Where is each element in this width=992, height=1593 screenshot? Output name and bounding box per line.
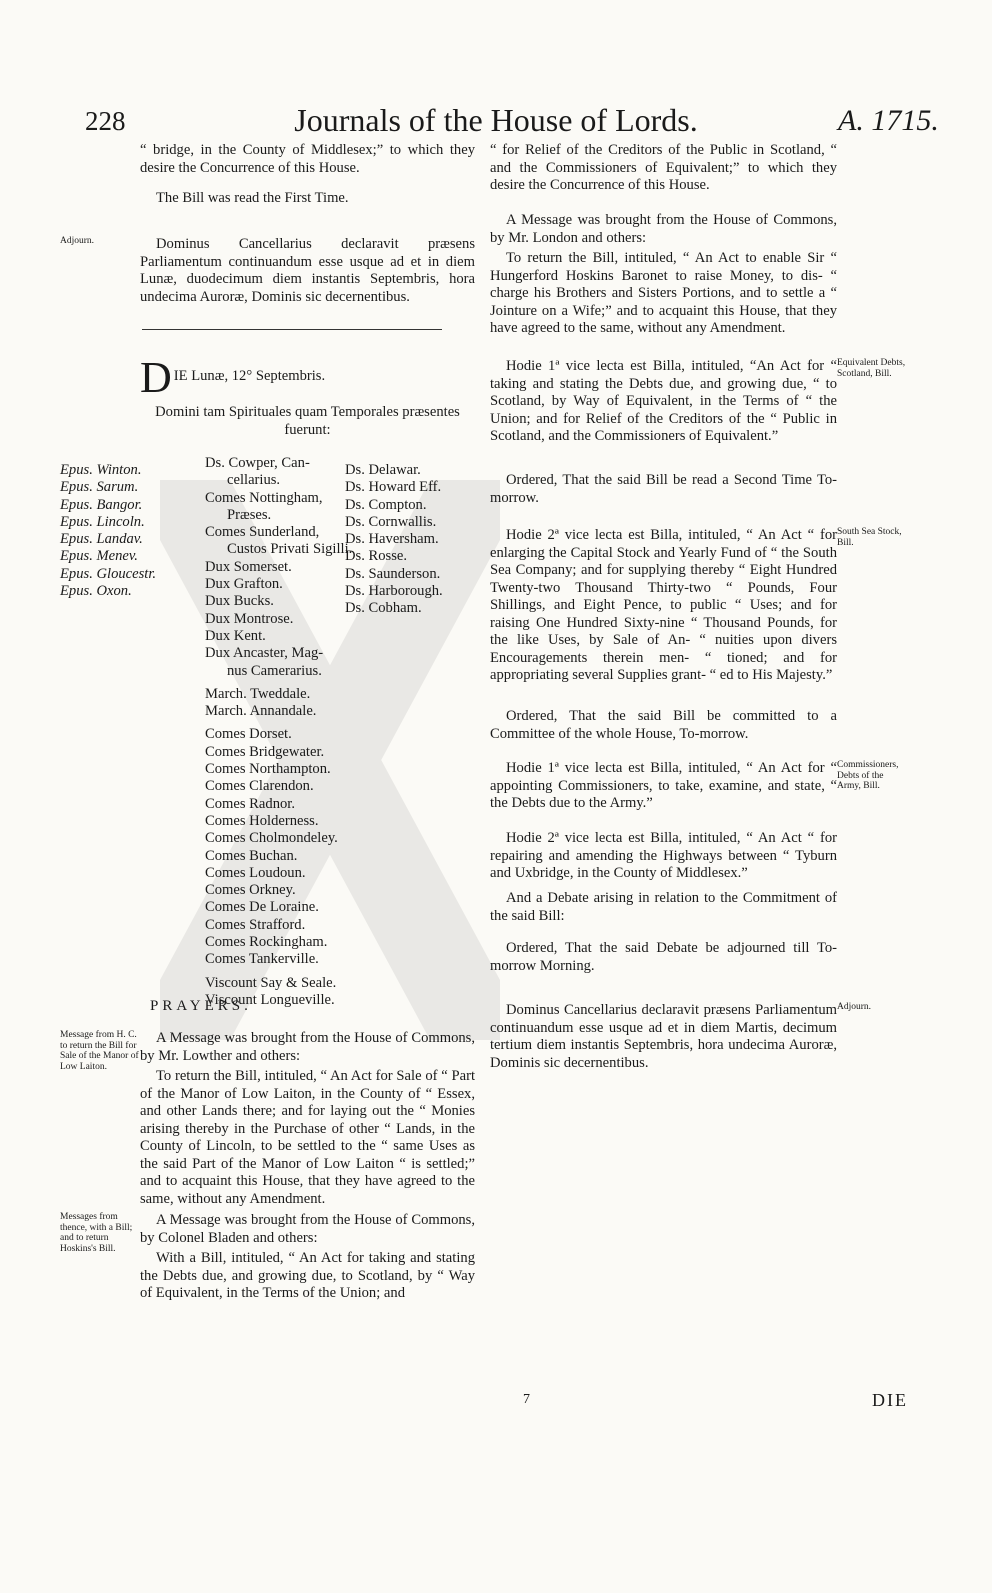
page-number: 228 xyxy=(85,106,126,136)
peer-name: Comes Sunderland, xyxy=(205,524,320,541)
adjourn2-paragraph: Dominus Cancellarius declaravit præsens Parliamentum continuandum esse usque ad et in diem Martis, decimum tertium diem instantis Septembris, hora undecima Auroræ, Dominis sic decernentibus. xyxy=(490,1002,837,1071)
message1-margin-note: Message from H. C. to return the Bill for Sale of the Manor of Low Laiton. xyxy=(60,1030,139,1072)
peer-name: Comes Bridgewater. xyxy=(205,743,325,760)
peer-name: Comes Radnor. xyxy=(205,795,295,812)
peer-name: nus Camerarius. xyxy=(227,662,322,679)
order-committee: Ordered, That the said Bill be committed to a Committee of the whole House, To-morrow. xyxy=(490,708,837,742)
peer-name: Comes Holderness. xyxy=(205,812,319,829)
message2-margin-note: Messages from thence, with a Bill; and to return Hoskins's Bill. xyxy=(60,1212,133,1254)
peer-name: Ds. Cowper, Can- xyxy=(205,455,310,471)
army-bill-reading: Hodie 1ª vice lecta est Billa, intituled, “ An Act for “ appointing Commissioners, to take, examine, and state, “ the Debts due to the Army.” xyxy=(490,760,837,811)
signature-mark: 7 xyxy=(523,1392,530,1407)
message3-body: To return the Bill, intituled, “ An Act to enable Sir “ Hungerford Hoskins Baronet to raise Money, to dis- “ charge his Brothers and Sisters Portions, and to settle a “ Jointure on a Wife;” and to acquaint this House, that they have agreed to the same, without any Amendment. xyxy=(490,250,837,336)
peer-name: Viscount Say & Seale. xyxy=(205,974,337,991)
peers-list xyxy=(205,455,352,1009)
peer-name: Dux Kent. xyxy=(205,627,266,644)
bishop-name: Epus. Lincoln. xyxy=(60,513,145,530)
peer-name: Comes Strafford. xyxy=(205,916,306,933)
attendance-heading xyxy=(140,404,475,439)
peer-name: March. Tweddale. xyxy=(205,685,311,702)
south-sea-bill-reading: Hodie 2ª vice lecta est Billa, intituled, “ An Act “ for enlarging the Capital Stock and Yearly Fund of “ the South Sea Company; and for supplying thereby “ Eight Hundred Twenty-two Thousand Thirty-two “ Pounds, Four Shillings, and Eight Pence, to public “ Uses; and for raising One Hundred Sixty-nine “ Thousand Pounds, for the like Uses, by Sale of An- “ nuities upon divers Encouragements therein men- “ tioned; and for appropriating several Supplies grant- “ ed to His Majesty.” xyxy=(490,527,837,683)
peer-name: Dux Somerset. xyxy=(205,558,292,575)
peer-name: Comes De Loraine. xyxy=(205,899,319,916)
baron-name: Ds. Saunderson. xyxy=(345,565,441,582)
baron-name: Ds. Cobham. xyxy=(345,600,422,617)
barons-list xyxy=(345,462,443,618)
baron-name: Ds. Compton. xyxy=(345,496,427,513)
adjourn-paragraph: Dominus Cancellarius declaravit præsens Parliamentum continuandum esse usque ad et in diem Lunæ, duodecimum diem instantis Septembris, hora undecima Auroræ, Dominis sic decernentibus. xyxy=(140,236,475,305)
drop-cap: D xyxy=(140,353,172,402)
prayers-heading: PRAYERS. xyxy=(150,998,252,1014)
peer-name: Comes Orkney. xyxy=(205,882,296,899)
army-margin-note: Commissioners, Debts of the Army, Bill. xyxy=(837,760,899,791)
equivalent-bill-reading: Hodie 1ª vice lecta est Billa, intituled, “An Act for “ taking and stating the Debts due, and growing due, “ to Scotland, by Way of Equivalent, in the Terms of “ the Union; and for Relief of the Creditors of the “ Public in Scotland, and the Commissioners of Equivalent.” xyxy=(490,358,837,444)
bill-end-text: “ bridge, in the County of Middlesex;” to which they desire the Concurrence of this House. xyxy=(140,142,475,176)
peer-name: Custos Privati Sigilli. xyxy=(227,541,353,558)
peer-name: March. Annandale. xyxy=(205,703,317,720)
baron-name: Ds. Howard Eff. xyxy=(345,479,442,496)
section-divider xyxy=(142,329,442,330)
bishop-name: Epus. Landav. xyxy=(60,531,143,548)
peer-name: Dux Ancaster, Mag- xyxy=(205,645,324,662)
adjourn-margin-note: Adjourn. xyxy=(60,236,95,246)
peer-name: Comes Rockingham. xyxy=(205,934,328,951)
first-reading-note: The Bill was read the First Time. xyxy=(156,190,349,206)
peer-name: Comes Cholmondeley. xyxy=(205,830,338,847)
catchword: DIE xyxy=(872,1390,908,1410)
bishop-name: Epus. Menev. xyxy=(60,548,138,565)
peer-name: Comes Dorset. xyxy=(205,726,292,743)
baron-name: Ds. Cornwallis. xyxy=(345,513,437,530)
bishop-name: Epus. Sarum. xyxy=(60,479,139,496)
left-bill-continuation xyxy=(140,142,475,177)
order-debate-adjourned: Ordered, That the said Debate be adjourned till To-morrow Morning. xyxy=(490,940,837,974)
peer-name: Dux Bucks. xyxy=(205,593,274,610)
message1-body: To return the Bill, intituled, “ An Act for Sale of “ Part of the Manor of Low Laiton, in the County of “ Essex, and other Lands there; and for laying out the “ Monies arising thereby in the Purchase of other “ Lands, in the County of Lincoln, to be settled to the “ same Uses as the said Part of the Manor of Low Laiton “ is settled;” and to acquaint this House, that they have agreed to the same, without any Amendment. xyxy=(140,1068,475,1207)
south-sea-margin-note: South Sea Stock, Bill. xyxy=(837,527,902,548)
day-heading xyxy=(140,353,475,402)
message1-intro: A Message was brought from the House of Commons, by Mr. Lowther and others: xyxy=(140,1030,475,1064)
order-second-reading: Ordered, That the said Bill be read a Second Time To-morrow. xyxy=(490,472,837,506)
baron-name: Ds. Harborough. xyxy=(345,583,443,600)
peer-name: Comes Tankerville. xyxy=(205,951,319,968)
attendance-heading-line1: Domini tam Spirituales quam Temporales præsentes xyxy=(155,404,460,420)
peer-name: Comes Buchan. xyxy=(205,847,298,864)
peer-name: Viscount Longueville. xyxy=(205,991,335,1008)
bishop-name: Epus. Oxon. xyxy=(60,583,132,600)
peer-name: Dux Montrose. xyxy=(205,610,294,627)
message3-intro: A Message was brought from the House of Commons, by Mr. London and others: xyxy=(490,212,837,246)
bishops-list xyxy=(60,462,156,600)
day-heading-text: IE Lunæ, 12° Septembris. xyxy=(173,368,326,384)
peer-name: Comes Loudoun. xyxy=(205,864,306,881)
message2-body: With a Bill, intituled, “ An Act for taking and stating the Debts due, and growing due, to Scotland, by “ Way of Equivalent, in the Terms of the Union; and xyxy=(140,1250,475,1301)
right-bill-continuation: “ for Relief of the Creditors of the Public in Scotland, “ and the Commissioners of Equivalent;” to which they desire the Concurrence of this House. xyxy=(490,142,837,193)
debate-note: And a Debate arising in relation to the Commitment of the said Bill: xyxy=(490,890,837,924)
peer-name: Præses. xyxy=(227,506,272,523)
journal-title: Journals of the House of Lords. xyxy=(294,102,698,138)
peer-name: Comes Nottingham, xyxy=(205,489,323,506)
attendance-heading-line2: fuerunt: xyxy=(284,421,331,438)
peer-name: Dux Grafton. xyxy=(205,576,283,593)
bishop-name: Epus. Gloucestr. xyxy=(60,565,157,582)
baron-name: Ds. Haversham. xyxy=(345,531,439,548)
equivalent-margin-note: Equivalent Debts, Scotland, Bill. xyxy=(837,358,906,379)
highways-bill-reading: Hodie 2ª vice lecta est Billa, intituled, “ An Act “ for repairing and amending the Highways between “ Tyburn and Uxbridge, in the County of Middlesex.” xyxy=(490,830,837,881)
year-label: A. 1715. xyxy=(838,104,939,137)
peer-name: cellarius. xyxy=(227,472,281,489)
peer-name: Comes Northampton. xyxy=(205,761,331,778)
baron-name: Ds. Delawar. xyxy=(345,462,421,478)
adjourn2-margin-note: Adjourn. xyxy=(837,1002,872,1012)
message2-intro: A Message was brought from the House of Commons, by Colonel Bladen and others: xyxy=(140,1212,475,1246)
peer-name: Comes Clarendon. xyxy=(205,778,314,795)
bishop-name: Epus. Bangor. xyxy=(60,496,143,513)
bishop-name: Epus. Winton. xyxy=(60,462,142,478)
baron-name: Ds. Rosse. xyxy=(345,548,408,565)
